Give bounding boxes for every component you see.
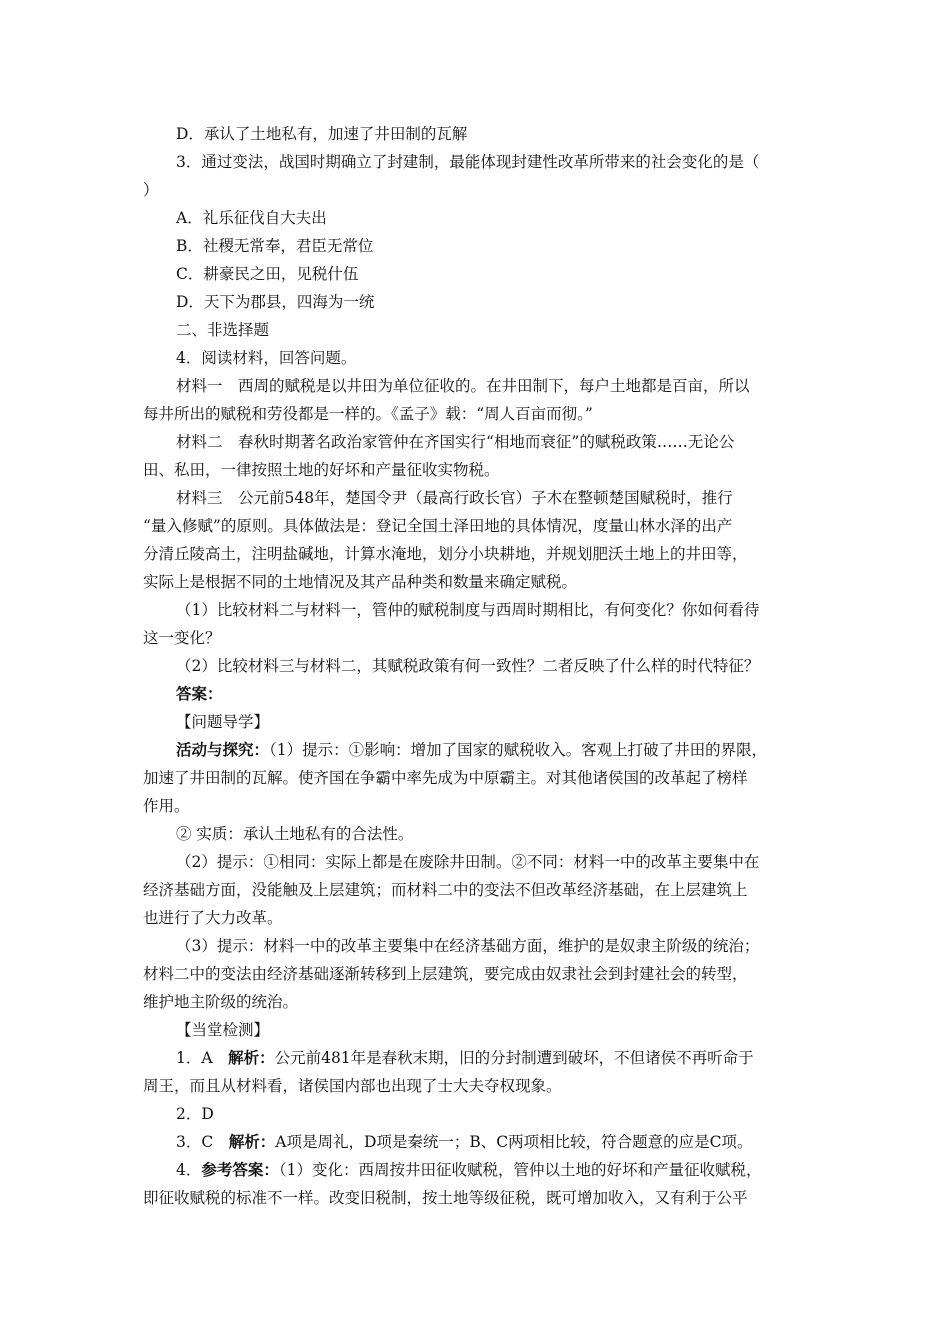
section-class-test: 【当堂检测】	[176, 1021, 270, 1039]
section-guided-study: 【问题导学】	[176, 713, 270, 731]
hint-2-line-2: 经济基础方面，没能触及上层建筑；而材料二中的变法不但改革经济基础，在上层建筑上	[143, 881, 748, 899]
material-3-line-2: “量入修赋”的原则。具体做法是：登记全国土泽田地的具体情况，度量山林水泽的出产	[143, 517, 733, 535]
test-answer-3: 3．C 解析：A项是周礼，D项是秦统一；B、C两项相比较，符合题意的应是C项。	[176, 1132, 753, 1151]
test-answer-1-line-2: 周王，而且从材料看，诸侯国内部也出现了士大夫夺权现象。	[143, 1077, 562, 1095]
activity-answer-line-3: 作用。	[143, 797, 190, 815]
option-d-q3: D．天下为郡县，四海为一统	[176, 293, 375, 311]
hint-2-line-1: （2）提示：①相同：实际上都是在废除井田制。②不同：材料一中的改革主要集中在	[176, 853, 760, 871]
option-d-q2: D．承认了土地私有，加速了井田制的瓦解	[176, 125, 468, 143]
option-a-q3: A．礼乐征伐自大夫出	[176, 209, 327, 227]
question-3: 3．通过变法，战国时期确立了封建制，最能体现封建性改革所带来的社会变化的是（	[176, 153, 760, 171]
option-c-q3: C．耕豪民之田，见税什伍	[176, 265, 359, 283]
essence-line: ② 实质：承认土地私有的合法性。	[176, 825, 414, 843]
hint-3-line-1: （3）提示：材料一中的改革主要集中在经济基础方面，维护的是奴隶主阶级的统治；	[176, 937, 760, 955]
activity-answer-line-2: 加速了井田制的瓦解。使齐国在争霸中率先成为中原霸主。对其他诸侯国的改革起了榜样	[143, 769, 748, 787]
question-4: 4．阅读材料，回答问题。	[176, 349, 357, 367]
material-2-line-1: 材料二 春秋时期著名政治家管仲在齐国实行“相地而衰征”的赋税政策……无论公	[176, 433, 735, 451]
answer-heading: 答案：	[176, 684, 223, 703]
test-answer-4-line-2: 即征收赋税的标准不一样。改变旧税制，按土地等级征税，既可增加收入，又有利于公平	[143, 1189, 748, 1207]
material-2-line-2: 田、私田，一律按照土地的好坏和产量征收实物税。	[143, 461, 500, 479]
question-3-bracket: ）	[143, 181, 159, 199]
hint-3-line-3: 维护地主阶级的统治。	[143, 993, 299, 1011]
test-answer-4-line-1: 4．参考答案：（1）变化：西周按井田征收赋税，管仲以土地的好坏和产量征收赋税，	[176, 1160, 762, 1179]
test-answer-1-line-1: 1．A 解析：公元前481年是春秋末期，旧的分封制遭到破坏，不但诸侯不再听命于	[176, 1048, 754, 1067]
option-b-q3: B．社稷无常奉，君臣无常位	[176, 237, 374, 255]
activity-answer-line-1: 活动与探究：（1）提示：①影响：增加了国家的赋税收入。客观上打破了井田的界限，	[176, 740, 768, 759]
material-3-line-4: 实际上是根据不同的土地情况及其产品种类和数量来确定赋税。	[143, 573, 578, 591]
material-1-line-2: 每井所出的赋税和劳役都是一样的。《孟子》载：“周人百亩而彻。”	[143, 405, 593, 423]
hint-3-line-2: 材料二中的变法由经济基础逐渐转移到上层建筑，要完成由奴隶社会到封建社会的转型，	[143, 965, 748, 983]
sub-question-1: （1）比较材料二与材料一，管仲的赋税制度与西周时期相比，有何变化？你如何看待	[176, 601, 760, 619]
material-3-line-1: 材料三 公元前548年，楚国令尹（最高行政长官）子木在整顿楚国赋税时，推行	[176, 489, 733, 507]
test-answer-2: 2．D	[176, 1105, 214, 1123]
material-1-line-1: 材料一 西周的赋税是以井田为单位征收的。在井田制下，每户土地都是百亩，所以	[176, 377, 750, 395]
section-heading: 二、非选择题	[176, 321, 270, 339]
sub-question-2: （2）比较材料三与材料二，其赋税政策有何一致性？二者反映了什么样的时代特征？	[176, 657, 760, 675]
hint-2-line-3: 也进行了大力改革。	[143, 909, 283, 927]
material-3-line-3: 分清丘陵高土，注明盐碱地，计算水淹地，划分小块耕地，并规划肥沃土地上的井田等，	[143, 545, 748, 563]
sub-question-1-cont: 这一变化？	[143, 629, 221, 647]
